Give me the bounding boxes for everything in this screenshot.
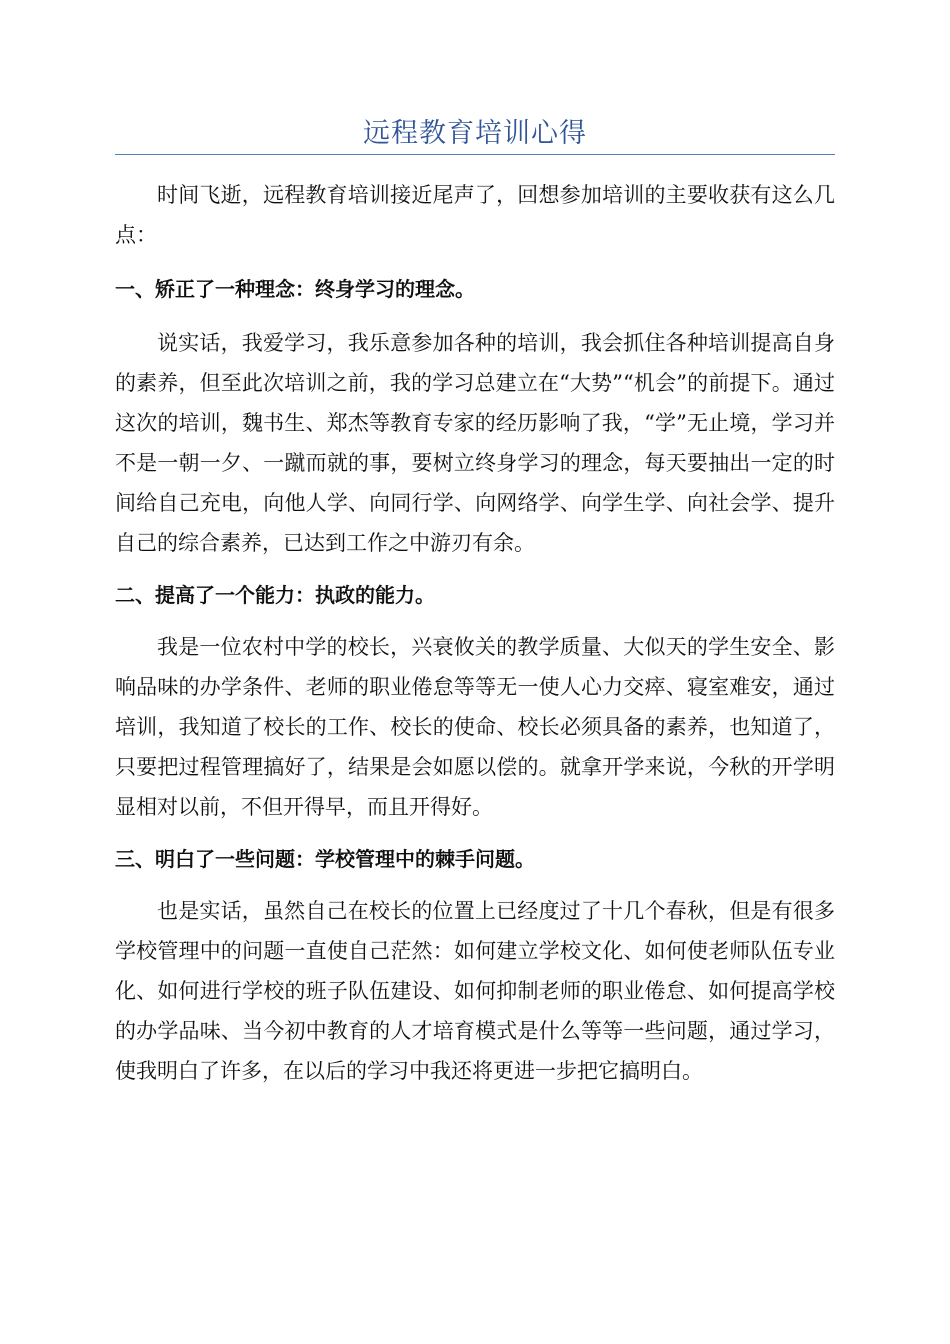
section-heading-2: 二、提高了一个能力：执政的能力。 — [115, 583, 435, 607]
section-heading-3: 三、明白了一些问题：学校管理中的棘手问题。 — [115, 847, 535, 871]
section-body-3: 也是实话，虽然自己在校长的位置上已经度过了十几个春秋，但是有很多学校管理中的问题一直使自己茫然：如何建立学校文化、如何使老师队伍专业化、如何进行学校的班子队伍建设、如何抑制老师的职业倦怠、如何提高学校的办学品味、当今初中教育的人才培育模式是什么等等一些问题，通过学习，使我明白了许多，在以后的学习中我还将更进一步把它搞明白。 — [115, 899, 835, 1083]
document-page — [115, 0, 835, 1091]
section-body-2: 我是一位农村中学的校长，兴衰攸关的教学质量、大似天的学生安全、影响品味的办学条件、老师的职业倦怠等等无一使人心力交瘁、寝室难安，通过培训，我知道了校长的工作、校长的使命、校长必须具备的素养，也知道了，只要把过程管理搞好了，结果是会如愿以偿的。就拿开学来说，今秋的开学明显相对以前，不但开得早，而且开得好。 — [115, 635, 835, 819]
document-title: 远程教育培训心得 — [363, 118, 587, 149]
section-heading-1: 一、矫正了一种理念：终身学习的理念。 — [115, 277, 475, 301]
section-body-1: 说实话，我爱学习，我乐意参加各种的培训，我会抓住各种培训提高自身的素养，但至此次培训之前，我的学习总建立在“大势”“机会”的前提下。通过这次的培训，魏书生、郑杰等教育专家的经历影响了我，“学”无止境，学习并不是一朝一夕、一蹴而就的事，要树立终身学习的理念，每天要抽出一定的时间给自己充电，向他人学、向同行学、向网络学、向学生学、向社会学、提升自己的综合素养，已达到工作之中游刃有余。 — [115, 331, 835, 555]
title-underline — [115, 154, 835, 155]
intro-paragraph: 时间飞逝，远程教育培训接近尾声了，回想参加培训的主要收获有这么几点： — [115, 183, 835, 247]
